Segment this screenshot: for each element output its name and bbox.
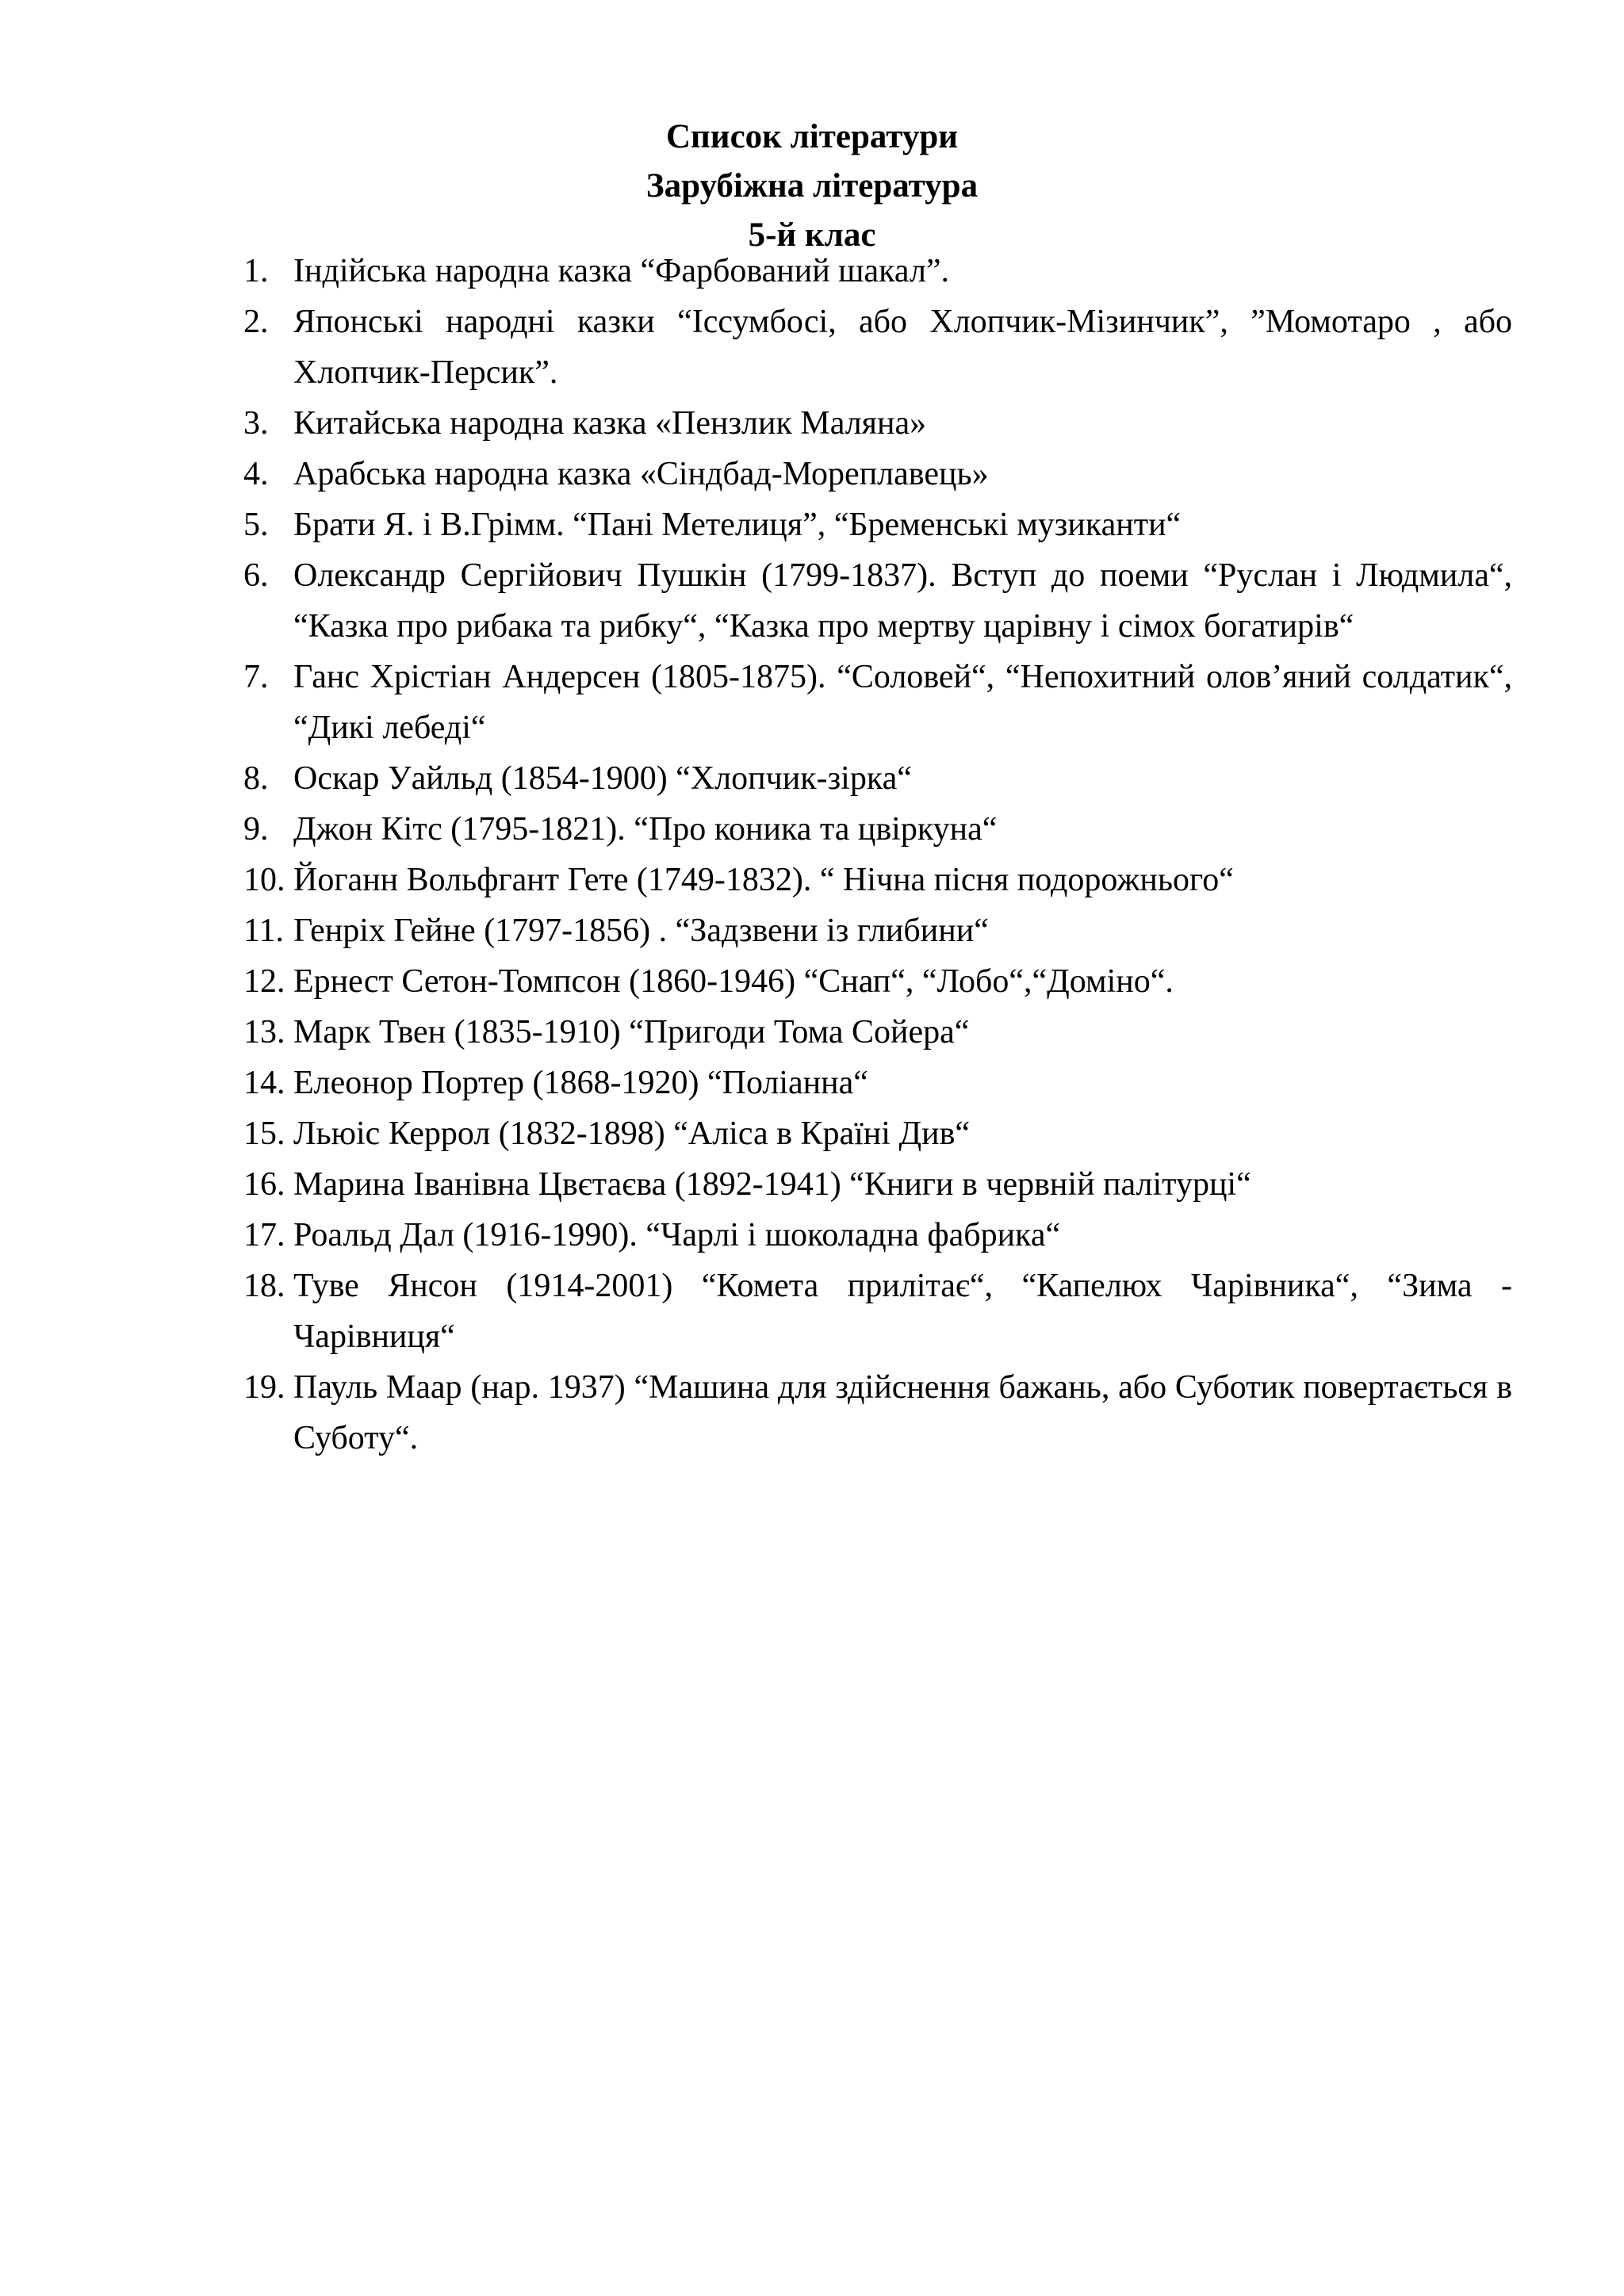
item-text: Олександр Сергійович Пушкін (1799-1837). Вступ до поеми “Руслан і Людмила“, “Казка про рибака та рибку“, “Казка про мертву царівну і сімох богатирів“ xyxy=(293,557,1512,645)
item-number: 13. xyxy=(243,1014,285,1050)
list-item xyxy=(243,246,1512,297)
list-item xyxy=(243,1007,1512,1058)
list-item xyxy=(243,1108,1512,1159)
grade-title: 5-й клас xyxy=(748,216,876,254)
item-number: 15. xyxy=(243,1115,285,1152)
item-number: 18. xyxy=(243,1268,285,1304)
list-item xyxy=(243,804,1512,855)
item-text: Марк Твен (1835-1910) “Пригоди Тома Сойера“ xyxy=(293,1014,970,1050)
list-item xyxy=(243,499,1512,550)
item-number: 16. xyxy=(243,1166,285,1203)
list-item xyxy=(243,855,1512,905)
subject-title: Зарубіжна література xyxy=(645,167,979,205)
item-number: 19. xyxy=(243,1369,285,1406)
document-header xyxy=(0,113,1624,260)
item-number: 17. xyxy=(243,1217,285,1253)
item-text: Джон Кітс (1795-1821). “Про коника та цвіркуна“ xyxy=(293,811,998,848)
list-item xyxy=(243,905,1512,956)
list-item xyxy=(243,1261,1512,1362)
document-title: Список літератури xyxy=(665,118,959,155)
item-text: Індійська народна казка “Фарбований шакал”. xyxy=(293,253,950,289)
item-number: 6. xyxy=(243,557,269,594)
reading-list xyxy=(243,246,1512,1464)
list-item xyxy=(243,1058,1512,1108)
list-item xyxy=(243,550,1512,652)
item-text: Туве Янсон (1914-2001) “Комета прилітає“, “Капелюх Чарівника“, “Зима - Чарівниця“ xyxy=(293,1268,1512,1355)
item-number: 11. xyxy=(243,913,284,949)
list-item xyxy=(243,1362,1512,1464)
list-item xyxy=(243,1159,1512,1210)
item-text: Оскар Уайльд (1854-1900) “Хлопчик-зірка“ xyxy=(293,760,912,797)
item-number: 14. xyxy=(243,1065,285,1101)
list-item xyxy=(243,297,1512,398)
list-item xyxy=(243,652,1512,753)
item-number: 12. xyxy=(243,963,285,1000)
item-text: Елеонор Портер (1868-1920) “Поліанна“ xyxy=(293,1065,868,1101)
item-text: Ернест Сетон-Томпсон (1860-1946) “Снап“, “Лобо“,“Доміно“. xyxy=(293,963,1174,1000)
item-number: 4. xyxy=(243,456,269,492)
item-text: Роальд Дал (1916-1990). “Чарлі і шоколадна фабрика“ xyxy=(293,1217,1061,1253)
item-number: 7. xyxy=(243,659,269,695)
item-number: 10. xyxy=(243,862,285,898)
item-text: Генріх Гейне (1797-1856) . “Задзвени із глибини“ xyxy=(293,913,989,949)
item-number: 8. xyxy=(243,760,269,797)
list-item xyxy=(243,753,1512,804)
item-text: Арабська народна казка «Сіндбад-Мореплавець» xyxy=(293,456,989,492)
list-item xyxy=(243,398,1512,449)
item-text: Марина Іванівна Цвєтаєва (1892-1941) “Книги в червній палітурці“ xyxy=(293,1166,1251,1203)
item-text: Пауль Маар (нар. 1937) “Машина для здійснення бажань, або Суботик повертається в Суботу“. xyxy=(293,1369,1512,1456)
item-number: 1. xyxy=(243,253,269,289)
item-text: Японські народні казки “Іссумбосі, або Хлопчик-Мізинчик”, ”Момотаро , або Хлопчик-Персик”. xyxy=(293,304,1512,391)
item-text: Ганс Хрістіан Андерсен (1805-1875). “Соловей“, “Непохитний олов’яний солдатик“, “Дикі лебеді“ xyxy=(293,659,1512,746)
list-item xyxy=(243,956,1512,1007)
list-item xyxy=(243,449,1512,499)
list-item xyxy=(243,1210,1512,1261)
item-text: Йоганн Вольфгант Гете (1749-1832). “ Нічна пісня подорожнього“ xyxy=(293,862,1234,898)
item-number: 3. xyxy=(243,405,269,442)
item-text: Льюіс Керрол (1832-1898) “Аліса в Країні Див“ xyxy=(293,1115,971,1152)
item-text: Китайська народна казка «Пензлик Маляна» xyxy=(293,405,927,442)
item-number: 2. xyxy=(243,304,269,340)
item-text: Брати Я. і В.Грімм. “Пані Метелиця”, “Бременські музиканти“ xyxy=(293,507,1182,543)
item-number: 9. xyxy=(243,811,269,848)
item-number: 5. xyxy=(243,507,269,543)
